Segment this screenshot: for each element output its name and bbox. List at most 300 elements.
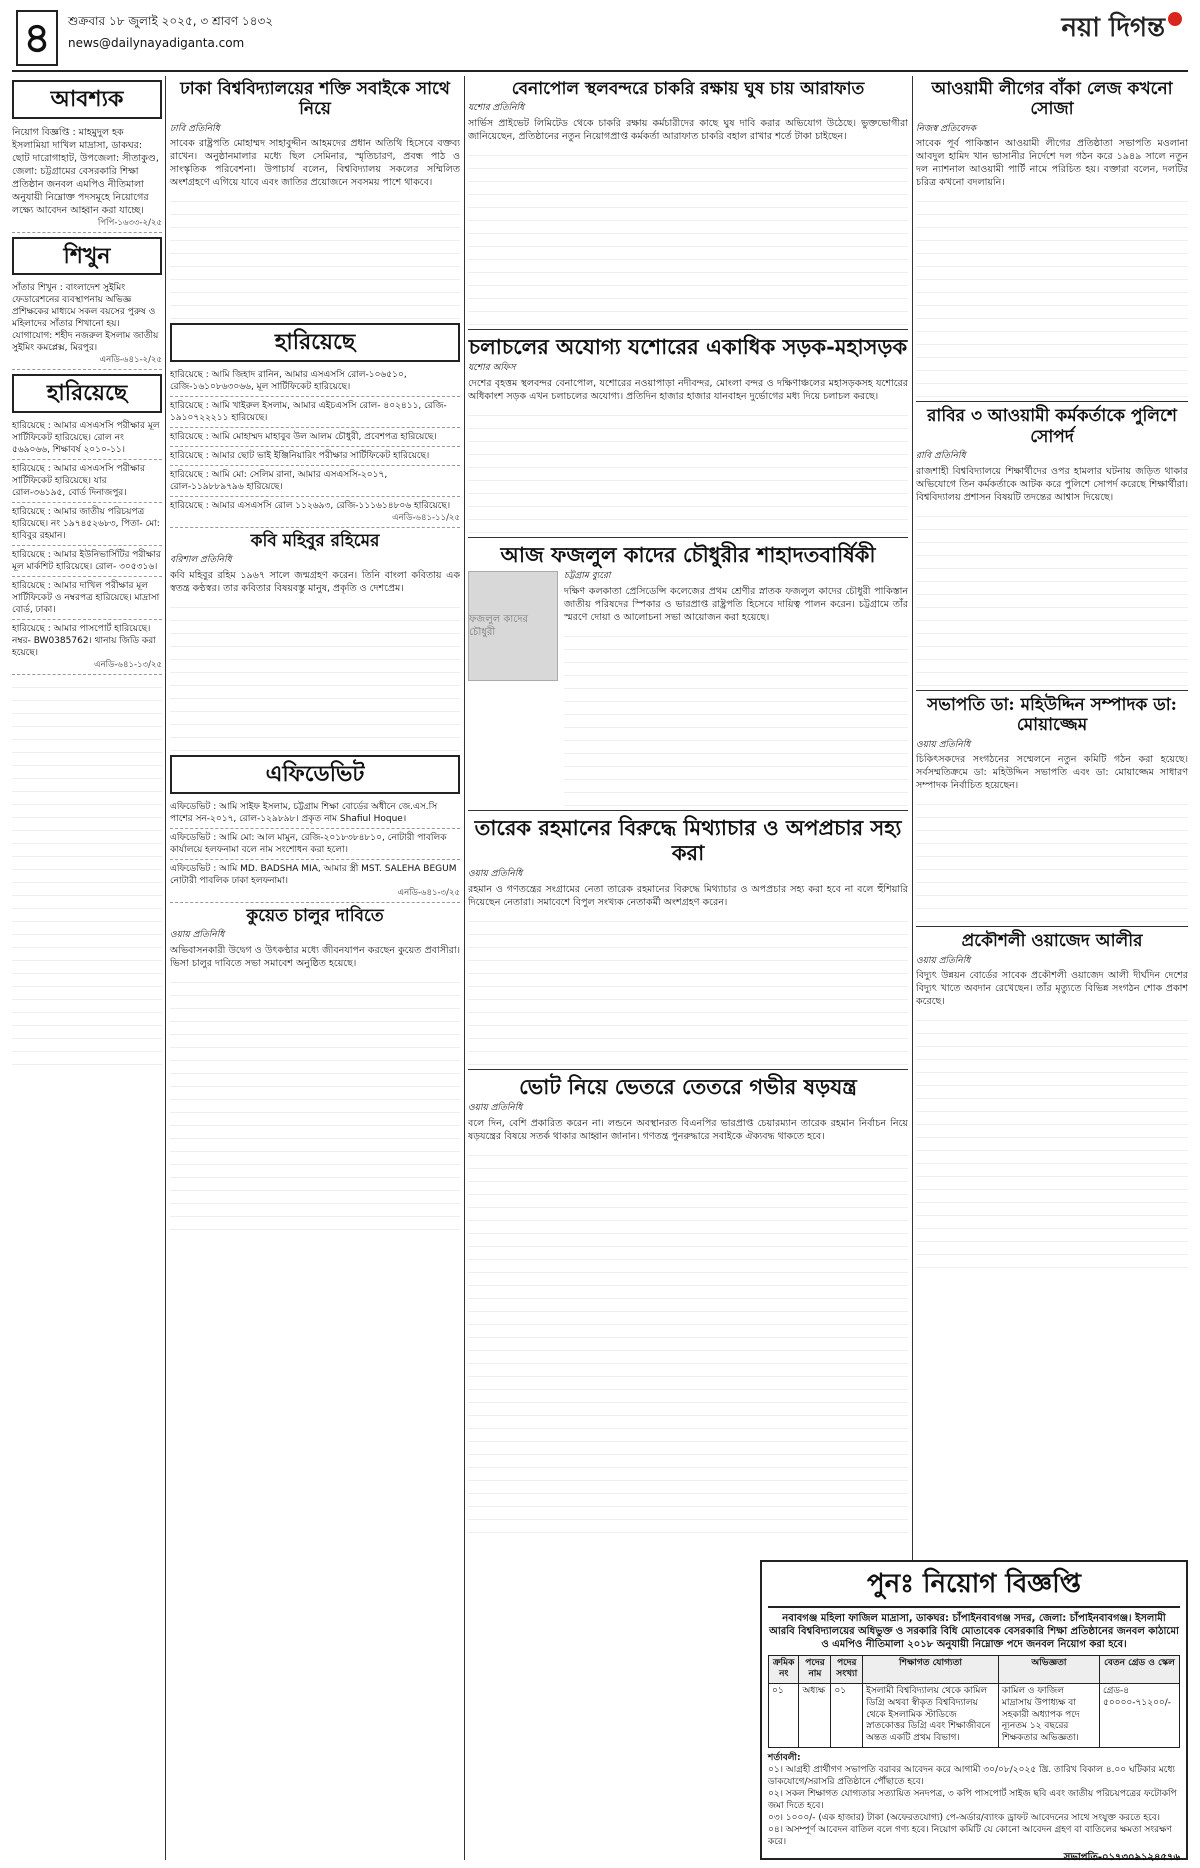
text-line-placeholder: [468, 1234, 908, 1247]
article-body: রহমান ও গণতন্ত্রের সংগ্রামের নেতা তারেক রহমানের বিরুদ্ধে মিথ্যাচার ও অপপ্রচার সহ্য করা হবে না বলে হুঁশিয়ারি দিয়েছেন নেতারা। সমাবেশে বিপুল সংখ্যক নেতাকর্মী অংশগ্রহণ করেন।: [468, 883, 908, 908]
table-header: পদের সংখ্যা: [831, 1655, 863, 1683]
text-line-placeholder: [468, 1221, 908, 1234]
recruitment-notice: [760, 1560, 1188, 1863]
article-body: রাজশাহী বিশ্ববিদ্যালয়ে শিক্ষার্থীদের ওপর হামলার ঘটনায় জড়িত থাকার অভিযোগে তিন কর্মকর্তাকে আটক করে পুলিশে সোপর্দ করেছে শিক্ষার্থীরা। বিশ্ববিদ্যালয় প্রশাসন বিষয়টি তদন্তের আশ্বাস দিয়েছে।: [916, 465, 1188, 503]
filler-lines: [170, 189, 460, 319]
text-line-placeholder: [170, 725, 460, 738]
text-line-placeholder: [468, 961, 908, 974]
text-line-placeholder: [916, 1151, 1188, 1164]
text-line-placeholder: [564, 702, 908, 715]
ad-code: এনডি-৬৪১-১৩/২৫: [94, 659, 162, 670]
filler-lines: [916, 189, 1188, 397]
byline: বরিশাল প্রতিনিধি: [170, 555, 232, 566]
lost-text: হারিয়েছে : আমি জিহাদ রানিন, আমার এসএসসি রোল-১০৬৫১০, রেজি-১৬১০৮৬৩০৬৬, মূল সার্টিফিকেট হারিয়েছে।: [170, 370, 407, 393]
text-line-placeholder: [468, 1026, 908, 1039]
text-line-placeholder: [170, 608, 460, 621]
text-line-placeholder: [468, 1416, 908, 1429]
lost-item: [12, 620, 162, 675]
text-line-placeholder: [468, 234, 908, 247]
table-cell: অধ্যক্ষ: [799, 1684, 831, 1747]
text-line-placeholder: [916, 870, 1188, 883]
photo-caption: ফজলুল কাদের চৌধুরী: [469, 614, 529, 639]
text-line-placeholder: [468, 1260, 908, 1273]
text-line-placeholder: [468, 429, 908, 442]
notice-table: [768, 1655, 1180, 1748]
text-line-placeholder: [170, 267, 460, 280]
text-line-placeholder: [468, 286, 908, 299]
text-line-placeholder: [916, 556, 1188, 569]
text-line-placeholder: [564, 728, 908, 741]
lost-text: হারিয়েছে : আমার ইউনিভার্সিটির পরীক্ষার মূল মার্কশিট হারিয়েছে। রোল- ৩০৫৩১৬।: [12, 549, 161, 572]
lost-item: [12, 577, 162, 620]
text-line-placeholder: [170, 621, 460, 634]
text-line-placeholder: [468, 1364, 908, 1377]
text-line-placeholder: [12, 883, 162, 896]
text-line-placeholder: [12, 948, 162, 961]
text-line-placeholder: [916, 673, 1188, 686]
text-line-placeholder: [468, 403, 908, 416]
text-line-placeholder: [916, 831, 1188, 844]
text-line-placeholder: [12, 688, 162, 701]
headline-fazlul-kader[interactable]: আজ ফজলুল কাদের চৌধুরীর শাহাদতবার্ষিকী: [500, 541, 876, 567]
text-line-placeholder: [468, 221, 908, 234]
article-body: সাবেক পূর্ব পাকিস্তান আওয়ামী লীগের প্রতিষ্ঠাতা সভাপতি মওলানা আবদুল হামিদ খান ভাসানীর নির্দেশে দল গঠন করে ১৯৪৯ সালে নতুন দল ন্যাশনাল আওয়ামী পার্টি নামে পরিচিত হয়। বক্তারা বলেন, দলটির চরিত্র কখনো বদলায়নি।: [916, 138, 1188, 189]
text-line-placeholder: [468, 481, 908, 494]
text-line-placeholder: [916, 543, 1188, 556]
headline-benapole[interactable]: বেনাপোল স্থলবন্দরে চাকরি রক্ষায় ঘুষ চায় আরাফাত: [511, 79, 865, 99]
table-row: [769, 1684, 1180, 1747]
lost-text: হারিয়েছে : আমি খাইরুল ইসলাম, আমার এইচএসসি রোল- ৪০২৪১১, রেজি- ১৯১০৭২২২১১ হারিয়েছে।: [170, 401, 447, 424]
table-cell: গ্রেড-৪ ৫০০০০-৭১২০০/-: [1100, 1684, 1180, 1747]
text-line-placeholder: [468, 1390, 908, 1403]
text-line-placeholder: [916, 319, 1188, 332]
text-line-placeholder: [170, 595, 460, 608]
column-two: [170, 76, 460, 1860]
text-line-placeholder: [916, 1190, 1188, 1203]
text-line-placeholder: [468, 312, 908, 325]
headline-poet[interactable]: কবি মহিবুর রহিমের: [250, 531, 380, 552]
lost-text: হারিয়েছে : আমার এসএসসি পরীক্ষার মূল সার্টিফিকেট হারিয়েছে। রোল নং ৫৬৯০৬৬, শিক্ষাবর্ষ ২০১০-১১।: [12, 420, 160, 455]
headline-jessore-roads[interactable]: চলাচলের অযোগ্য যশোরের একাধিক সড়ক-মহাসড়ক: [468, 334, 908, 360]
newspaper-logo: নয়া দিগন্ত: [1062, 12, 1182, 46]
text-line-placeholder: [916, 345, 1188, 358]
filler-lines: [170, 595, 460, 751]
text-line-placeholder: [916, 818, 1188, 831]
term-item: ০২। সকল শিক্ষাগত যোগ্যতার সত্যায়িত সনদপত্র, ৩ কপি পাসপোর্ট সাইজ ছবি এবং জাতীয় পরিচয়পত্রের ফটোকপি জমা দিতে হবে।: [768, 1788, 1177, 1811]
classified-ad-text: নিয়োগ বিজ্ঞপ্তি : মাহমুদুল হক ইসলামিয়া দাখিল মাদ্রাসা, ডাকঘর: ছোট দারোগাহাট, উপজেলা: সীতাকুণ্ড, জেলা: চট্টগ্রামের বেসরকারি শিক্ষা প্রতিষ্ঠান জনবল এমপিও নীতিমালা অনুযায়ী নিম্নোক্ত পদসমূহে নিয়োগের লক্ষ্যে আবেদন আহ্বান করা যাচ্ছে।: [12, 126, 159, 216]
divider: [468, 810, 908, 811]
text-line-placeholder: [916, 844, 1188, 857]
text-line-placeholder: [12, 922, 162, 935]
text-line-placeholder: [916, 1060, 1188, 1073]
text-line-placeholder: [916, 1112, 1188, 1125]
column-divider: [165, 76, 166, 1860]
text-line-placeholder: [468, 1273, 908, 1286]
byline: যশোর প্রতিনিধি: [468, 103, 525, 114]
headline-vote-conspiracy[interactable]: ভোট নিয়ে ভেতরে তেতরে গভীর ষড়যন্ত্র: [519, 1073, 857, 1099]
term-item: ০৩। ১০০০/- (এক হাজার) টাকা (অফেরতযোগ্য) পে-অর্ডার/ব্যাংক ড্রাফট আবেদনের সাথে সংযুক্ত করতে হবে।: [768, 1812, 1160, 1823]
text-line-placeholder: [468, 195, 908, 208]
notice-institution: নবাবগঞ্জ মহিলা ফাজিল মাদ্রাসা, ডাকঘর: চাঁপাইনবাবগঞ্জ সদর, জেলা: চাঁপাইনবাবগঞ্জ। ইসলামী আরবি বিশ্ববিদ্যালয়ের অধিভুক্ত ও সরকারি বিধি মোতাবেক বেসরকারি শিক্ষা প্রতিষ্ঠানের জনবল কাঠামো ও এমপিও নীতিমালা ২০১৮ অনুযায়ী নিম্নোক্ত পদে জনবল নিয়োগ করা হবে।: [769, 1612, 1179, 1650]
classified-column: [12, 76, 162, 1860]
text-line-placeholder: [170, 1022, 460, 1035]
logo-dot-icon: [1168, 12, 1182, 26]
article-body: সার্ভিস প্রাইভেট লিমিটেড থেকে চাকরি রক্ষায় কর্মচারীদের কাছে ঘুষ দাবি করার অভিযোগ উঠেছে। ভুক্তভোগীরা জানিয়েছেন, প্রতিষ্ঠানের নতুন নিয়োগপ্রাপ্ত কর্মকর্তা আরাফাত চাকরি বহাল রাখার শর্তে টাকা চাইছেন।: [468, 118, 908, 143]
table-header: অভিজ্ঞতা: [998, 1655, 1099, 1683]
text-line-placeholder: [916, 504, 1188, 517]
text-line-placeholder: [170, 686, 460, 699]
lost-item: [12, 546, 162, 577]
text-line-placeholder: [468, 1377, 908, 1390]
article-body: সাবেক রাষ্ট্রপতি মোহাম্মদ সাহাবুদ্দীন আহমদের প্রধান অতিথি হিসেবে বক্তব্য রাখেন। অনুষ্ঠানমালার মধ্যে ছিল সেমিনার, স্মৃতিচারণ, প্রবন্ধ পাঠ ও সাংস্কৃতিক পরিবেশনা। উপাচার্য বলেন, বিশ্ববিদ্যালয় সকলের সম্মিলিত অংশগ্রহণে এগিয়ে যাবে এবং জাতির প্রয়োজনে সবসময় পাশে থাকবে।: [170, 138, 460, 189]
text-line-placeholder: [468, 1494, 908, 1507]
text-line-placeholder: [468, 156, 908, 169]
text-line-placeholder: [12, 896, 162, 909]
text-line-placeholder: [468, 1403, 908, 1416]
column-divider: [464, 76, 465, 1860]
text-line-placeholder: [468, 1169, 908, 1182]
text-line-placeholder: [468, 520, 908, 533]
text-line-placeholder: [564, 793, 908, 806]
filler-lines: [12, 675, 162, 1065]
portrait-photo: [468, 571, 558, 681]
text-line-placeholder: [170, 1217, 460, 1230]
lost-item: [170, 366, 460, 397]
lost-item: [170, 397, 460, 428]
text-line-placeholder: [468, 260, 908, 273]
text-line-placeholder: [916, 228, 1188, 241]
headline-tarique[interactable]: তারেক রহমানের বিরুদ্ধে মিথ্যাচার ও অপপ্রচার সহ্য করা: [474, 814, 902, 866]
byline: ওয়ায় প্রতিনিধি: [916, 739, 971, 750]
text-line-placeholder: [468, 247, 908, 260]
divider: [468, 1069, 908, 1070]
filler-lines: [468, 909, 908, 1065]
text-line-placeholder: [916, 1229, 1188, 1242]
text-line-placeholder: [468, 1507, 908, 1520]
lost-text: হারিয়েছে : আমার জাতীয় পরিচয়পত্র হারিয়েছে। নং ১৯৭৪৫২৬৮৩, পিতা- মো: হাবিবুর রহমান।: [12, 506, 160, 541]
classified-ad-text: সাঁতার শিখুন : বাংলাদেশ সুইমিং ফেডারেশনের ব্যবস্থাপনায় অভিজ্ঞ প্রশিক্ষকের মাধ্যমে সকল বয়সের পুরুষ ও মহিলাদের সাঁতার শিখানো হয়। যোগাযোগ: শহীদ নজরুল ইসলাম জাতীয় সুইমিং কমপ্লেক্স, মিরপুর।: [12, 283, 159, 354]
text-line-placeholder: [564, 624, 908, 637]
headline-du[interactable]: ঢাকা বিশ্ববিদ্যালয়ের শক্তি সবাইকে সাথে নিয়ে: [180, 79, 450, 120]
text-line-placeholder: [170, 970, 460, 983]
lost-text: হারিয়েছে : আমার এসএসসি রোল ১১২৬৯৩, রেজি-১১১৬১৪৮০৬ হারিয়েছে।: [170, 501, 451, 512]
section-lost-heading: হারিয়েছে: [12, 374, 162, 413]
lost-text: হারিয়েছে : আমি মো: সেলিম রানা, আমার এসএসসি-২০১৭, রোল-১১৯৮৮৯৭৯৬ হারিয়েছে।: [170, 470, 388, 493]
text-line-placeholder: [12, 740, 162, 753]
table-cell: ইসলামী বিশ্ববিদ্যালয় থেকে কামিল ডিগ্রি অথবা স্বীকৃত বিশ্ববিদ্যালয় থেকে ইসলামিক স্টাডিজে স্নাতকোত্তর ডিগ্রি এবং শিক্ষাজীবনে অন্তত একটি প্রথম বিভাগ।: [863, 1684, 999, 1747]
text-line-placeholder: [170, 241, 460, 254]
text-line-placeholder: [12, 870, 162, 883]
affidavit-text: এফিডেভিট : আমি মো: আল মামুন, রেজি-২০১৮৩৮৪৮১০, নোটারী পাবলিক কার্যালয়ে হলফনামা বলে নাম সংশোধন করা হলো।: [170, 832, 447, 855]
text-line-placeholder: [916, 254, 1188, 267]
divider: [916, 926, 1188, 927]
notice-title: পুনঃ নিয়োগ বিজ্ঞপ্তি: [768, 1568, 1180, 1608]
headline-kuwait[interactable]: কুয়েত চালুর দাবিতে: [246, 905, 384, 926]
text-line-placeholder: [468, 1052, 908, 1065]
text-line-placeholder: [916, 241, 1188, 254]
filler-lines: [468, 403, 908, 533]
text-line-placeholder: [12, 792, 162, 805]
text-line-placeholder: [916, 608, 1188, 621]
lost-item: [170, 447, 460, 466]
table-cell: কামিল ও ফাজিল মাদ্রাসায় উপাধ্যক্ষ বা সহকারী অধ্যাপক পদে ন্যূনতম ১২ বছরের শিক্ষকতার অভিজ্ঞতা।: [998, 1684, 1099, 1747]
headline-awami-league[interactable]: আওয়ামী লীগের বাঁকা লেজ কখনো সোজা: [931, 79, 1173, 120]
text-line-placeholder: [916, 1047, 1188, 1060]
text-line-placeholder: [468, 1312, 908, 1325]
lost-item: [12, 417, 162, 460]
text-line-placeholder: [12, 753, 162, 766]
text-line-placeholder: [12, 727, 162, 740]
article-body: দেশের বৃহত্তম স্থলবন্দর বেনাপোল, যশোরের নওয়াপাড়া নদীবন্দর, মোংলা বন্দর ও দক্ষিণাঞ্চলের মহাসড়কসহ যশোরের অধিকাংশ সড়ক এখন চলাচলের অযোগ্য। প্রতিদিন হাজার হাজার যানবাহন দুর্ভোগের মধ্য দিয়ে চলাচল করছে।: [468, 377, 908, 402]
text-line-placeholder: [170, 306, 460, 319]
text-line-placeholder: [468, 948, 908, 961]
text-line-placeholder: [12, 857, 162, 870]
text-line-placeholder: [916, 1034, 1188, 1047]
text-line-placeholder: [916, 332, 1188, 345]
filler-lines: [916, 504, 1188, 686]
text-line-placeholder: [564, 663, 908, 676]
text-line-placeholder: [916, 1021, 1188, 1034]
byline: চট্টগ্রাম ব্যুরো: [564, 571, 611, 582]
text-line-placeholder: [468, 208, 908, 221]
text-line-placeholder: [916, 805, 1188, 818]
text-line-placeholder: [170, 738, 460, 751]
text-line-placeholder: [468, 1442, 908, 1455]
text-line-placeholder: [564, 676, 908, 689]
filler-lines: [916, 1008, 1188, 1268]
byline: ঢাবি প্রতিনিধি: [170, 123, 220, 134]
text-line-placeholder: [170, 202, 460, 215]
text-line-placeholder: [170, 660, 460, 673]
text-line-placeholder: [468, 935, 908, 948]
headline-mohiuddin[interactable]: সভাপতি ডা: মহিউদ্দিন সম্পাদক ডা: মোয়াজ্জেম: [927, 694, 1177, 736]
text-line-placeholder: [916, 1086, 1188, 1099]
filler-lines: [564, 624, 908, 806]
byline: ওয়ায় প্রতিনিধি: [916, 955, 971, 966]
text-line-placeholder: [468, 1455, 908, 1468]
text-line-placeholder: [916, 792, 1188, 805]
section-needed-heading: আবশ্যক: [12, 80, 162, 119]
headline-wazed-ali[interactable]: প্রকৌশলী ওয়াজেদ আলীর: [961, 931, 1143, 952]
ad-code: এনডি-৬৪১-৩/২৫: [397, 887, 460, 898]
lost-item: [170, 497, 460, 528]
affidavit-text: এফিডেভিট : আমি সাইফ ইসলাম, চট্টগ্রাম শিক্ষা বোর্ডের অধীনে জে.এস.সি পাশের সন-২০১৭, রোল-১২৯৮৯৮। প্রকৃত নাম Shafiul Hoque।: [170, 801, 438, 824]
text-line-placeholder: [916, 1177, 1188, 1190]
lost-text: হারিয়েছে : আমি মোহাম্মদ মাহাবুব উল আলম চৌধুরী, প্রবেশপত্র হারিয়েছে।: [170, 432, 437, 443]
text-line-placeholder: [170, 1074, 460, 1087]
text-line-placeholder: [12, 1039, 162, 1052]
text-line-placeholder: [468, 507, 908, 520]
text-line-placeholder: [564, 767, 908, 780]
text-line-placeholder: [916, 1125, 1188, 1138]
text-line-placeholder: [916, 647, 1188, 660]
text-line-placeholder: [170, 647, 460, 660]
text-line-placeholder: [916, 530, 1188, 543]
text-line-placeholder: [170, 189, 460, 202]
text-line-placeholder: [564, 689, 908, 702]
text-line-placeholder: [916, 202, 1188, 215]
headline-rabi[interactable]: রাবির ৩ আওয়ামী কর্মকর্তাকে পুলিশে সোপর্দ: [927, 406, 1177, 447]
table-cell: ০১: [831, 1684, 863, 1747]
page-number: ৪: [16, 10, 58, 66]
text-line-placeholder: [12, 974, 162, 987]
text-line-placeholder: [170, 712, 460, 725]
text-line-placeholder: [564, 754, 908, 767]
notice-contact: সভাপতি-০১৭৩০৯১২৪৫৭৬: [1063, 1851, 1180, 1863]
text-line-placeholder: [12, 1000, 162, 1013]
classified-ad: [12, 279, 162, 370]
text-line-placeholder: [468, 1429, 908, 1442]
dateline: শুক্রবার ১৮ জুলাই ২০২৫, ৩ শ্রাবণ ১৪৩২: [68, 14, 274, 28]
text-line-placeholder: [468, 1299, 908, 1312]
text-line-placeholder: [916, 267, 1188, 280]
text-line-placeholder: [916, 371, 1188, 384]
text-line-placeholder: [916, 1242, 1188, 1255]
text-line-placeholder: [468, 909, 908, 922]
text-line-placeholder: [916, 621, 1188, 634]
terms-title: শর্তাবলী:: [768, 1752, 801, 1763]
text-line-placeholder: [468, 1039, 908, 1052]
text-line-placeholder: [468, 299, 908, 312]
text-line-placeholder: [564, 650, 908, 663]
text-line-placeholder: [916, 1203, 1188, 1216]
text-line-placeholder: [468, 455, 908, 468]
text-line-placeholder: [170, 1191, 460, 1204]
affidavit-item: [170, 798, 460, 829]
text-line-placeholder: [170, 1061, 460, 1074]
text-line-placeholder: [468, 1468, 908, 1481]
filler-lines: [916, 792, 1188, 922]
text-line-placeholder: [916, 1216, 1188, 1229]
lost-text: হারিয়েছে : আমার দাখিল পরীক্ষার মূল সার্টিফিকেট ও নম্বরপত্র হারিয়েছে। মাদ্রাসা বোর্ড, ঢাকা।: [12, 580, 160, 615]
text-line-placeholder: [12, 909, 162, 922]
text-line-placeholder: [468, 416, 908, 429]
columns: [12, 76, 1188, 1863]
text-line-placeholder: [916, 595, 1188, 608]
text-line-placeholder: [468, 1143, 908, 1156]
text-line-placeholder: [916, 215, 1188, 228]
divider: [468, 329, 908, 330]
lost-item: [12, 503, 162, 546]
text-line-placeholder: [468, 273, 908, 286]
text-line-placeholder: [12, 1026, 162, 1039]
text-line-placeholder: [170, 1087, 460, 1100]
article-body: কবি মহিবুর রহিম ১৯৬৭ সালে জন্মগ্রহণ করেন। তিনি বাংলা কবিতায় এক স্বতন্ত্র কণ্ঠস্বর। তার কবিতার বিষয়বস্তু মানুষ, প্রকৃতি ও দেশপ্রেম।: [170, 570, 460, 595]
text-line-placeholder: [12, 701, 162, 714]
text-line-placeholder: [170, 293, 460, 306]
text-line-placeholder: [468, 1195, 908, 1208]
text-line-placeholder: [916, 293, 1188, 306]
classified-ad: [12, 123, 162, 233]
text-line-placeholder: [468, 1156, 908, 1169]
text-line-placeholder: [12, 675, 162, 688]
byline: নিজস্ব প্রতিবেদক: [916, 123, 977, 134]
ad-code: এনডি-৬৪১-২/২৫: [99, 355, 162, 366]
text-line-placeholder: [468, 169, 908, 182]
filler-lines: [468, 143, 908, 325]
text-line-placeholder: [12, 805, 162, 818]
text-line-placeholder: [170, 1165, 460, 1178]
text-line-placeholder: [170, 228, 460, 241]
text-line-placeholder: [468, 182, 908, 195]
lost-item: [170, 428, 460, 447]
text-line-placeholder: [12, 766, 162, 779]
text-line-placeholder: [916, 1138, 1188, 1151]
byline: যশোর অফিস: [468, 363, 516, 374]
text-line-placeholder: [468, 442, 908, 455]
text-line-placeholder: [170, 1113, 460, 1126]
text-line-placeholder: [170, 1009, 460, 1022]
text-line-placeholder: [468, 1013, 908, 1026]
section-lost-heading: হারিয়েছে: [170, 323, 460, 362]
text-line-placeholder: [564, 715, 908, 728]
ad-code: এনডি-৬৪১-১১/২৫: [392, 513, 460, 524]
text-line-placeholder: [12, 1013, 162, 1026]
text-line-placeholder: [170, 1126, 460, 1139]
text-line-placeholder: [468, 1286, 908, 1299]
text-line-placeholder: [916, 1008, 1188, 1021]
text-line-placeholder: [170, 1139, 460, 1152]
article-body: বিদ্যুৎ উন্নয়ন বোর্ডের সাবেক প্রকৌশলী ওয়াজেদ আলী দীর্ঘদিন দেশের বিদ্যুৎ খাতে অবদান রেখেছেন। তাঁর মৃত্যুতে বিভিন্ন সংগঠন শোক প্রকাশ করেছে।: [916, 970, 1188, 1008]
text-line-placeholder: [916, 1164, 1188, 1177]
ad-code: পিপি-১৬৩৩-২/২৫: [97, 217, 162, 228]
text-line-placeholder: [468, 1325, 908, 1338]
text-line-placeholder: [12, 714, 162, 727]
text-line-placeholder: [170, 1204, 460, 1217]
text-line-placeholder: [170, 1152, 460, 1165]
text-line-placeholder: [564, 741, 908, 754]
table-cell: ০১: [769, 1684, 799, 1747]
text-line-placeholder: [468, 974, 908, 987]
lost-item: [12, 460, 162, 503]
text-line-placeholder: [170, 699, 460, 712]
lost-text: হারিয়েছে : আমার পাসপোর্ট হারিয়েছে। নম্বর- BW0385762। থানায় জিডি করা হয়েছে।: [12, 623, 156, 658]
text-line-placeholder: [468, 1182, 908, 1195]
table-header: পদের নাম: [799, 1655, 831, 1683]
text-line-placeholder: [468, 1208, 908, 1221]
lost-text: হারিয়েছে : আমার এসএসসি পরীক্ষার সার্টিফিকেট হারিয়েছে। যার রোল-৩৬১৯৫, বোর্ড দিনাজপুর।: [12, 463, 145, 498]
text-line-placeholder: [12, 779, 162, 792]
text-line-placeholder: [170, 673, 460, 686]
text-line-placeholder: [468, 1000, 908, 1013]
page-header: [12, 8, 1188, 72]
text-line-placeholder: [12, 818, 162, 831]
notice-terms: [768, 1752, 1180, 1848]
divider: [916, 401, 1188, 402]
text-line-placeholder: [170, 1178, 460, 1191]
term-item: ০১। আগ্রহী প্রার্থীগণ সভাপতি বরাবর আবেদন করে আগামী ৩০/০৮/২০২৫ খ্রি. তারিখ বিকাল ৪.০০ ঘটিকার মধ্যে ডাকযোগে/সরাসরি প্রতিষ্ঠানে পৌঁছাতে হবে।: [768, 1764, 1176, 1787]
text-line-placeholder: [12, 935, 162, 948]
text-line-placeholder: [170, 254, 460, 267]
site-email[interactable]: news@dailynayadiganta.com: [68, 36, 245, 50]
table-header: বেতন গ্রেড ও স্কেল: [1100, 1655, 1180, 1683]
text-line-placeholder: [12, 961, 162, 974]
text-line-placeholder: [916, 517, 1188, 530]
text-line-placeholder: [916, 582, 1188, 595]
text-line-placeholder: [170, 983, 460, 996]
text-line-placeholder: [468, 922, 908, 935]
text-line-placeholder: [468, 1481, 908, 1494]
text-line-placeholder: [916, 1255, 1188, 1268]
text-line-placeholder: [170, 215, 460, 228]
text-line-placeholder: [170, 1048, 460, 1061]
text-line-placeholder: [468, 1338, 908, 1351]
text-line-placeholder: [916, 1073, 1188, 1086]
text-line-placeholder: [916, 660, 1188, 673]
text-line-placeholder: [170, 996, 460, 1009]
text-line-placeholder: [170, 634, 460, 647]
text-line-placeholder: [916, 883, 1188, 896]
